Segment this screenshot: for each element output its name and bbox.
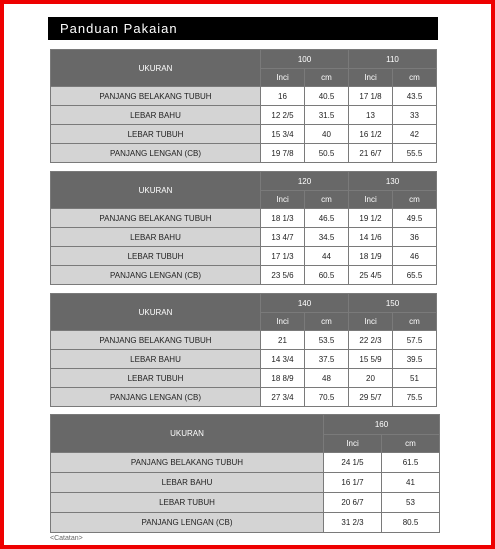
table-row (51, 513, 440, 533)
value-cell: 57.5 (393, 331, 437, 350)
row-label: PANJANG LENGAN (CB) (51, 388, 261, 407)
row-label: LEBAR BAHU (51, 350, 261, 369)
table-row (51, 228, 437, 247)
unit-header: Inci (349, 313, 393, 331)
header-row (51, 294, 437, 313)
value-cell: 61.5 (382, 453, 440, 473)
value-cell: 20 (349, 369, 393, 388)
size-table-3 (50, 414, 440, 533)
value-cell: 23 5/6 (261, 266, 305, 285)
value-cell: 18 1/3 (261, 209, 305, 228)
table-row (51, 209, 437, 228)
unit-header: cm (393, 191, 437, 209)
value-cell: 14 3/4 (261, 350, 305, 369)
value-cell: 20 6/7 (324, 493, 382, 513)
size-header-140: 140 (261, 294, 349, 313)
value-cell: 49.5 (393, 209, 437, 228)
value-cell: 53 (382, 493, 440, 513)
unit-header: cm (393, 69, 437, 87)
value-cell: 41 (382, 473, 440, 493)
note-text: <Catatan> (50, 535, 83, 542)
value-cell: 22 2/3 (349, 331, 393, 350)
value-cell: 15 5/9 (349, 350, 393, 369)
value-cell: 15 3/4 (261, 125, 305, 144)
unit-header: cm (305, 69, 349, 87)
page-title: Panduan Pakaian (48, 17, 438, 40)
size-header-150: 150 (349, 294, 437, 313)
value-cell: 80.5 (382, 513, 440, 533)
value-cell: 18 1/9 (349, 247, 393, 266)
value-cell: 16 1/7 (324, 473, 382, 493)
value-cell: 43.5 (393, 87, 437, 106)
value-cell: 31.5 (305, 106, 349, 125)
table-row (51, 369, 437, 388)
table-row (51, 106, 437, 125)
value-cell: 44 (305, 247, 349, 266)
row-label: PANJANG BELAKANG TUBUH (51, 453, 324, 473)
value-cell: 39.5 (393, 350, 437, 369)
value-cell: 51 (393, 369, 437, 388)
value-cell: 53.5 (305, 331, 349, 350)
value-cell: 16 (261, 87, 305, 106)
table-row (51, 247, 437, 266)
table-row (51, 493, 440, 513)
size-header-120: 120 (261, 172, 349, 191)
unit-header: Inci (324, 435, 382, 453)
value-cell: 17 1/8 (349, 87, 393, 106)
value-cell: 21 (261, 331, 305, 350)
value-cell: 60.5 (305, 266, 349, 285)
value-cell: 29 5/7 (349, 388, 393, 407)
unit-header: Inci (349, 191, 393, 209)
value-cell: 16 1/2 (349, 125, 393, 144)
size-header-160: 160 (324, 415, 440, 435)
value-cell: 50.5 (305, 144, 349, 163)
value-cell: 19 7/8 (261, 144, 305, 163)
row-label: LEBAR TUBUH (51, 125, 261, 144)
unit-header: Inci (261, 191, 305, 209)
ukuran-header: UKURAN (51, 294, 261, 331)
table-row (51, 125, 437, 144)
value-cell: 24 1/5 (324, 453, 382, 473)
size-table-2 (50, 293, 437, 407)
value-cell: 42 (393, 125, 437, 144)
unit-header: cm (382, 435, 440, 453)
table-row (51, 87, 437, 106)
table-row (51, 388, 437, 407)
row-label: PANJANG LENGAN (CB) (51, 513, 324, 533)
size-header-110: 110 (349, 50, 437, 69)
value-cell: 40.5 (305, 87, 349, 106)
value-cell: 13 4/7 (261, 228, 305, 247)
value-cell: 70.5 (305, 388, 349, 407)
unit-header: cm (393, 313, 437, 331)
ukuran-header: UKURAN (51, 172, 261, 209)
table-row (51, 144, 437, 163)
size-header-100: 100 (261, 50, 349, 69)
table-row (51, 350, 437, 369)
header-row (51, 172, 437, 191)
row-label: LEBAR BAHU (51, 106, 261, 125)
table-row (51, 266, 437, 285)
unit-header: Inci (261, 69, 305, 87)
value-cell: 46 (393, 247, 437, 266)
value-cell: 27 3/4 (261, 388, 305, 407)
value-cell: 31 2/3 (324, 513, 382, 533)
row-label: PANJANG BELAKANG TUBUH (51, 209, 261, 228)
value-cell: 25 4/5 (349, 266, 393, 285)
value-cell: 75.5 (393, 388, 437, 407)
value-cell: 18 8/9 (261, 369, 305, 388)
row-label: LEBAR BAHU (51, 228, 261, 247)
row-label: LEBAR BAHU (51, 473, 324, 493)
row-label: PANJANG LENGAN (CB) (51, 144, 261, 163)
unit-header: Inci (261, 313, 305, 331)
row-label: LEBAR TUBUH (51, 493, 324, 513)
value-cell: 34.5 (305, 228, 349, 247)
value-cell: 14 1/6 (349, 228, 393, 247)
value-cell: 17 1/3 (261, 247, 305, 266)
value-cell: 19 1/2 (349, 209, 393, 228)
size-table-1 (50, 171, 437, 285)
table-row (51, 331, 437, 350)
row-label: LEBAR TUBUH (51, 247, 261, 266)
row-label: PANJANG BELAKANG TUBUH (51, 87, 261, 106)
table-row (51, 453, 440, 473)
value-cell: 33 (393, 106, 437, 125)
table-row (51, 473, 440, 493)
value-cell: 48 (305, 369, 349, 388)
header-row (51, 415, 440, 435)
value-cell: 21 6/7 (349, 144, 393, 163)
unit-header: Inci (349, 69, 393, 87)
unit-header: cm (305, 313, 349, 331)
value-cell: 12 2/5 (261, 106, 305, 125)
value-cell: 37.5 (305, 350, 349, 369)
value-cell: 65.5 (393, 266, 437, 285)
value-cell: 36 (393, 228, 437, 247)
size-header-130: 130 (349, 172, 437, 191)
value-cell: 55.5 (393, 144, 437, 163)
unit-header: cm (305, 191, 349, 209)
size-table-0 (50, 49, 437, 163)
value-cell: 40 (305, 125, 349, 144)
header-row (51, 50, 437, 69)
row-label: PANJANG LENGAN (CB) (51, 266, 261, 285)
ukuran-header: UKURAN (51, 50, 261, 87)
row-label: LEBAR TUBUH (51, 369, 261, 388)
row-label: PANJANG BELAKANG TUBUH (51, 331, 261, 350)
value-cell: 13 (349, 106, 393, 125)
value-cell: 46.5 (305, 209, 349, 228)
ukuran-header: UKURAN (51, 415, 324, 453)
